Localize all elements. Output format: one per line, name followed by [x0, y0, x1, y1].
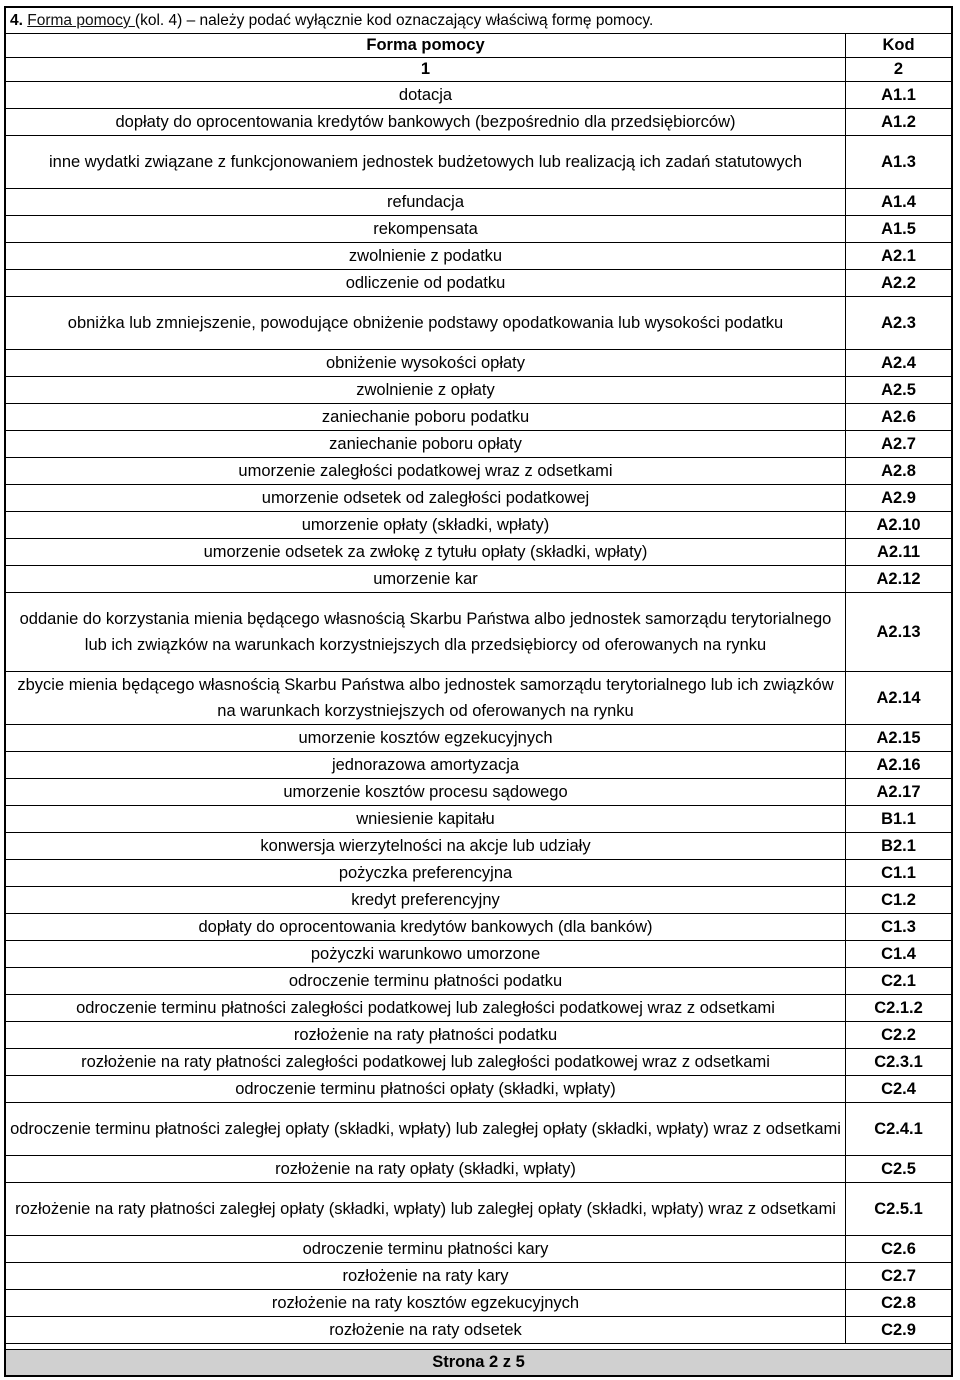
- table-row: [6, 860, 951, 887]
- section-description: (kol. 4) – należy podać wyłącznie kod oznaczający właściwą formę pomocy.: [134, 12, 654, 29]
- column-header-form: Forma pomocy: [6, 34, 846, 58]
- aid-code-cell: A2.14: [846, 672, 952, 725]
- table-row: [6, 485, 951, 512]
- table-row: [6, 1076, 951, 1103]
- table-row: [6, 725, 951, 752]
- aid-form-cell: pożyczka preferencyjna: [6, 860, 846, 887]
- table-row: [6, 1022, 951, 1049]
- aid-code-cell: C2.3.1: [846, 1049, 952, 1076]
- aid-code-cell: C1.3: [846, 914, 952, 941]
- aid-form-cell: rozłożenie na raty kosztów egzekucyjnych: [6, 1290, 846, 1317]
- table-index-row: [6, 58, 951, 82]
- aid-code-cell: A2.17: [846, 779, 952, 806]
- aid-form-cell: zaniechanie poboru opłaty: [6, 431, 846, 458]
- table-row: [6, 539, 951, 566]
- table-row: [6, 270, 951, 297]
- table-row: [6, 350, 951, 377]
- aid-form-cell: umorzenie kar: [6, 566, 846, 593]
- aid-form-cell: umorzenie kosztów procesu sądowego: [6, 779, 846, 806]
- aid-code-cell: A2.13: [846, 593, 952, 672]
- table-row: [6, 779, 951, 806]
- table-row: [6, 1263, 951, 1290]
- aid-code-cell: C2.5: [846, 1156, 952, 1183]
- table-row: [6, 566, 951, 593]
- table-row: [6, 1103, 951, 1156]
- table-row: [6, 1156, 951, 1183]
- table-row: [6, 458, 951, 485]
- aid-form-cell: rekompensata: [6, 216, 846, 243]
- aid-code-cell: C2.1: [846, 968, 952, 995]
- aid-code-cell: A1.3: [846, 136, 952, 189]
- forms-of-aid-table: [6, 34, 951, 1344]
- table-row: [6, 833, 951, 860]
- aid-form-cell: dopłaty do oprocentowania kredytów bankowych (dla banków): [6, 914, 846, 941]
- table-row: [6, 243, 951, 270]
- table-row: [6, 109, 951, 136]
- aid-form-cell: odliczenie od podatku: [6, 270, 846, 297]
- aid-code-cell: A2.10: [846, 512, 952, 539]
- aid-form-cell: umorzenie odsetek za zwłokę z tytułu opłaty (składki, wpłaty): [6, 539, 846, 566]
- aid-form-cell: rozłożenie na raty płatności podatku: [6, 1022, 846, 1049]
- table-row: [6, 806, 951, 833]
- aid-code-cell: B2.1: [846, 833, 952, 860]
- table-row: [6, 512, 951, 539]
- aid-form-cell: dopłaty do oprocentowania kredytów bankowych (bezpośrednio dla przedsiębiorców): [6, 109, 846, 136]
- aid-code-cell: C2.4: [846, 1076, 952, 1103]
- aid-code-cell: A1.1: [846, 82, 952, 109]
- aid-form-cell: jednorazowa amortyzacja: [6, 752, 846, 779]
- table-row: [6, 1317, 951, 1344]
- aid-form-cell: rozłożenie na raty kary: [6, 1263, 846, 1290]
- aid-code-cell: A2.6: [846, 404, 952, 431]
- aid-form-cell: obniżka lub zmniejszenie, powodujące obniżenie podstawy opodatkowania lub wysokości podatku: [6, 297, 846, 350]
- table-row: [6, 377, 951, 404]
- aid-form-cell: zbycie mienia będącego własnością Skarbu Państwa albo jednostek samorządu terytorialnego lub ich związków na warunkach korzystniejszych od oferowanych na rynku: [6, 672, 846, 725]
- table-row: [6, 297, 951, 350]
- table-body: [6, 34, 951, 1344]
- table-row: [6, 82, 951, 109]
- aid-code-cell: C2.8: [846, 1290, 952, 1317]
- forma-pomocy-link[interactable]: Forma pomocy: [27, 12, 135, 29]
- aid-form-cell: odroczenie terminu płatności opłaty (składki, wpłaty): [6, 1076, 846, 1103]
- aid-code-cell: C2.7: [846, 1263, 952, 1290]
- table-row: [6, 672, 951, 725]
- aid-code-cell: A2.16: [846, 752, 952, 779]
- table-row: [6, 136, 951, 189]
- aid-code-cell: A2.5: [846, 377, 952, 404]
- aid-code-cell: A2.7: [846, 431, 952, 458]
- aid-form-cell: umorzenie odsetek od zaległości podatkowej: [6, 485, 846, 512]
- aid-code-cell: A2.4: [846, 350, 952, 377]
- table-row: [6, 431, 951, 458]
- aid-code-cell: A2.8: [846, 458, 952, 485]
- column-index-form: 1: [6, 58, 846, 82]
- section-number: 4.: [10, 12, 23, 29]
- aid-form-cell: refundacja: [6, 189, 846, 216]
- aid-code-cell: A2.11: [846, 539, 952, 566]
- aid-code-cell: C2.4.1: [846, 1103, 952, 1156]
- aid-form-cell: kredyt preferencyjny: [6, 887, 846, 914]
- section-header: [6, 8, 951, 34]
- aid-form-cell: zaniechanie poboru podatku: [6, 404, 846, 431]
- aid-code-cell: C2.9: [846, 1317, 952, 1344]
- table-row: [6, 1049, 951, 1076]
- table-row: [6, 216, 951, 243]
- aid-form-cell: umorzenie zaległości podatkowej wraz z odsetkami: [6, 458, 846, 485]
- aid-form-cell: rozłożenie na raty opłaty (składki, wpłaty): [6, 1156, 846, 1183]
- aid-code-cell: A1.4: [846, 189, 952, 216]
- aid-form-cell: dotacja: [6, 82, 846, 109]
- column-header-code: Kod: [846, 34, 952, 58]
- aid-code-cell: A2.15: [846, 725, 952, 752]
- aid-form-cell: odroczenie terminu płatności podatku: [6, 968, 846, 995]
- table-row: [6, 1236, 951, 1263]
- aid-code-cell: A2.3: [846, 297, 952, 350]
- aid-code-cell: A2.9: [846, 485, 952, 512]
- table-row: [6, 941, 951, 968]
- aid-code-cell: A1.5: [846, 216, 952, 243]
- aid-form-cell: oddanie do korzystania mienia będącego własnością Skarbu Państwa albo jednostek samorządu terytorialnego lub ich związków na warunkach korzystniejszych dla przedsiębiorcy od oferowanych na rynku: [6, 593, 846, 672]
- aid-form-cell: odroczenie terminu płatności zaległości podatkowej lub zaległości podatkowej wraz z odsetkami: [6, 995, 846, 1022]
- document-frame: [4, 6, 953, 1377]
- aid-code-cell: C1.1: [846, 860, 952, 887]
- aid-code-cell: C1.4: [846, 941, 952, 968]
- aid-code-cell: C2.1.2: [846, 995, 952, 1022]
- aid-form-cell: odroczenie terminu płatności zaległej opłaty (składki, wpłaty) lub zaległej opłaty (składki, wpłaty) wraz z odsetkami: [6, 1103, 846, 1156]
- aid-code-cell: A2.12: [846, 566, 952, 593]
- table-row: [6, 189, 951, 216]
- aid-form-cell: obniżenie wysokości opłaty: [6, 350, 846, 377]
- aid-form-cell: zwolnienie z podatku: [6, 243, 846, 270]
- page-number: Strona 2 z 5: [432, 1353, 525, 1371]
- aid-form-cell: umorzenie kosztów egzekucyjnych: [6, 725, 846, 752]
- aid-code-cell: C2.2: [846, 1022, 952, 1049]
- aid-code-cell: A2.2: [846, 270, 952, 297]
- table-row: [6, 968, 951, 995]
- column-index-code: 2: [846, 58, 952, 82]
- page-footer: [6, 1349, 951, 1375]
- aid-form-cell: wniesienie kapitału: [6, 806, 846, 833]
- table-row: [6, 752, 951, 779]
- aid-form-cell: umorzenie opłaty (składki, wpłaty): [6, 512, 846, 539]
- aid-form-cell: rozłożenie na raty odsetek: [6, 1317, 846, 1344]
- aid-form-cell: pożyczki warunkowo umorzone: [6, 941, 846, 968]
- table-row: [6, 404, 951, 431]
- aid-form-cell: odroczenie terminu płatności kary: [6, 1236, 846, 1263]
- aid-code-cell: A1.2: [846, 109, 952, 136]
- table-row: [6, 1290, 951, 1317]
- table-header-row: [6, 34, 951, 58]
- aid-form-cell: konwersja wierzytelności na akcje lub udziały: [6, 833, 846, 860]
- table-row: [6, 914, 951, 941]
- aid-code-cell: B1.1: [846, 806, 952, 833]
- aid-code-cell: C2.5.1: [846, 1183, 952, 1236]
- table-row: [6, 995, 951, 1022]
- aid-form-cell: rozłożenie na raty płatności zaległości podatkowej lub zaległości podatkowej wraz z odsetkami: [6, 1049, 846, 1076]
- aid-form-cell: inne wydatki związane z funkcjonowaniem jednostek budżetowych lub realizacją ich zadań statutowych: [6, 136, 846, 189]
- aid-code-cell: C1.2: [846, 887, 952, 914]
- aid-form-cell: zwolnienie z opłaty: [6, 377, 846, 404]
- table-row: [6, 887, 951, 914]
- aid-code-cell: A2.1: [846, 243, 952, 270]
- aid-code-cell: C2.6: [846, 1236, 952, 1263]
- aid-form-cell: rozłożenie na raty płatności zaległej opłaty (składki, wpłaty) lub zaległej opłaty (składki, wpłaty) wraz z odsetkami: [6, 1183, 846, 1236]
- table-row: [6, 1183, 951, 1236]
- table-row: [6, 593, 951, 672]
